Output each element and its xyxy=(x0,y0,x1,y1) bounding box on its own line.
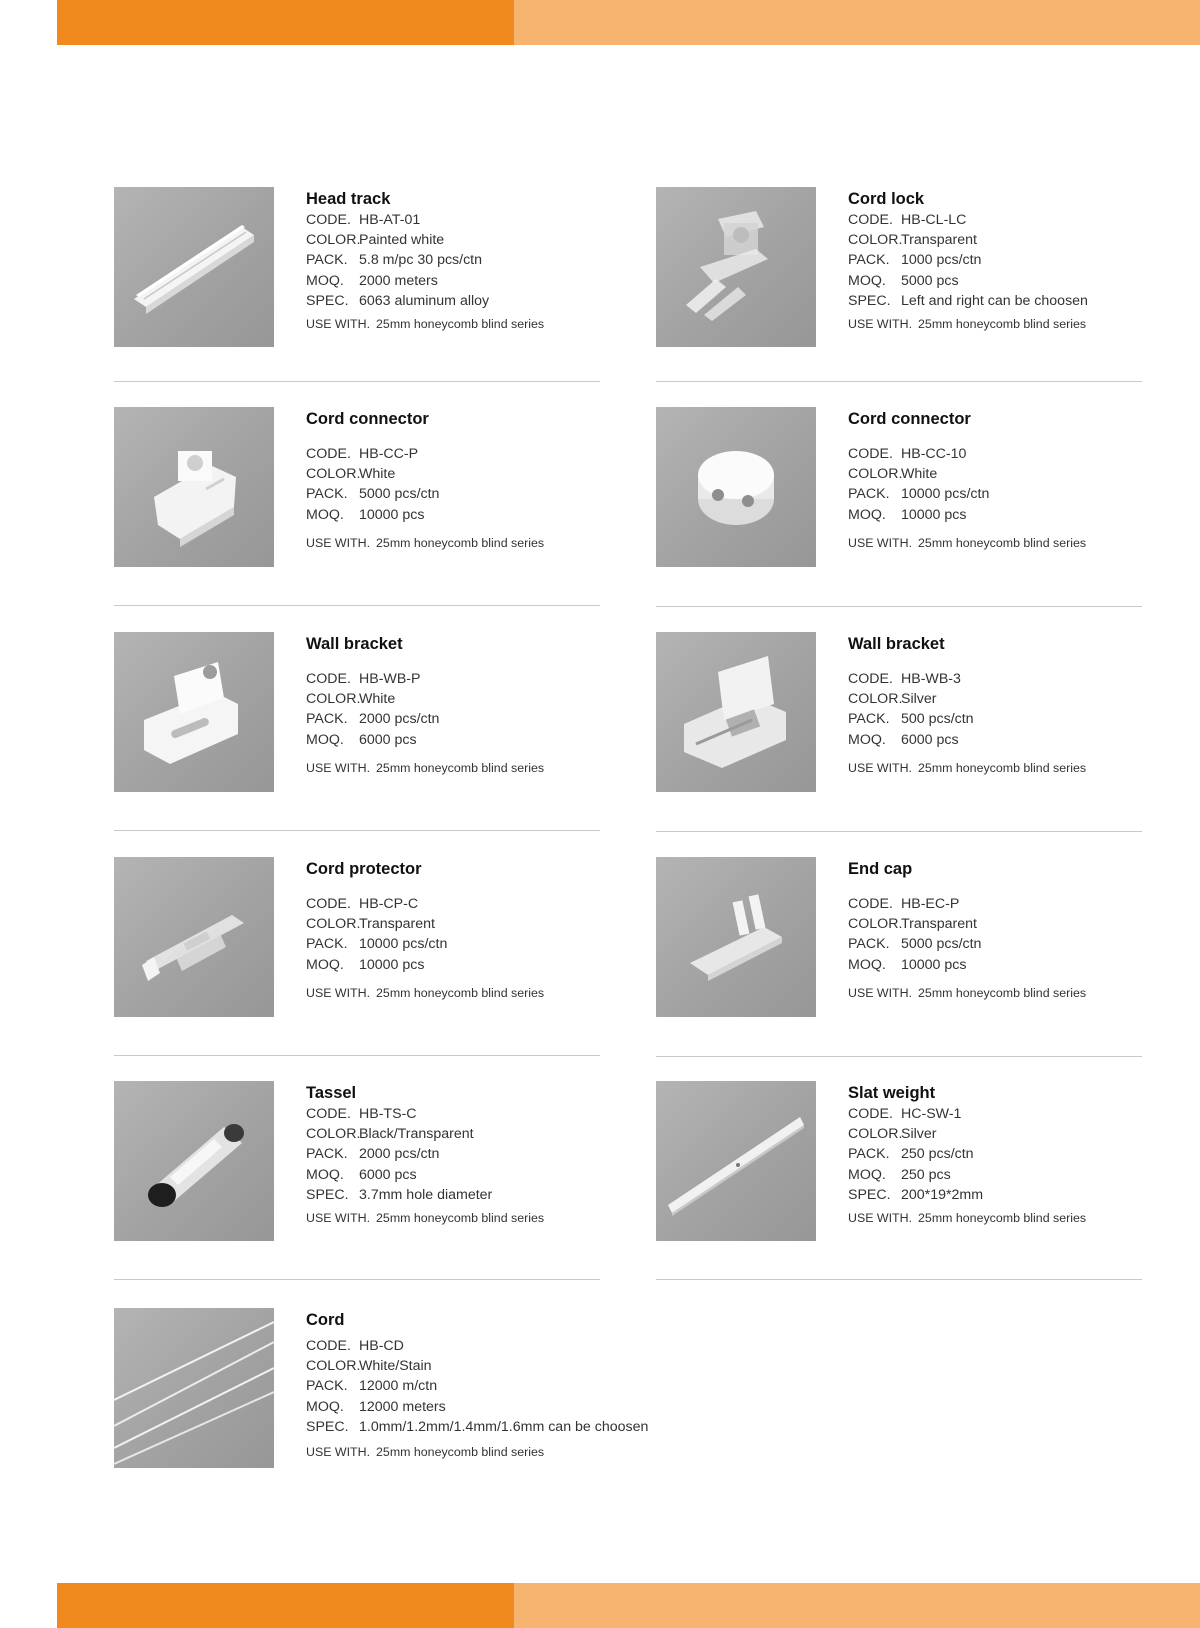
pack-row xyxy=(306,1376,806,1396)
product-slat-weight xyxy=(656,1081,1200,1251)
pack-value: 5000 pcs/ctn xyxy=(901,936,982,953)
moq-row xyxy=(848,955,1200,975)
product-title: Wall bracket xyxy=(848,635,945,653)
pack-row xyxy=(848,1144,1200,1164)
moq-value: 250 pcs xyxy=(901,1166,951,1183)
moq-value: 2000 meters xyxy=(359,272,438,289)
spec-label: SPEC. xyxy=(306,292,349,309)
pack-value: 5000 pcs/ctn xyxy=(359,486,440,503)
use-with-label: USE WITH. xyxy=(306,1210,371,1225)
use-with-value: 25mm honeycomb blind series xyxy=(918,535,1087,550)
use-with-row xyxy=(848,1209,1200,1227)
product-cord-connector-p xyxy=(114,407,674,577)
product-end-cap xyxy=(656,857,1200,1027)
pack-label: PACK. xyxy=(306,936,348,953)
color-label: COLOR. xyxy=(848,1126,903,1143)
pack-value: 5.8 m/pc 30 pcs/ctn xyxy=(359,252,483,269)
head-track-photo xyxy=(114,187,274,347)
spec-value: 3.7mm hole diameter xyxy=(359,1186,493,1203)
use-with-value: 25mm honeycomb blind series xyxy=(376,1444,545,1459)
moq-label: MOQ. xyxy=(848,731,886,748)
color-label: COLOR. xyxy=(306,466,361,483)
spec-value: 6063 aluminum alloy xyxy=(359,292,490,309)
moq-label: MOQ. xyxy=(848,272,886,289)
product-title: Head track xyxy=(306,190,391,208)
product-title: Cord protector xyxy=(306,860,422,878)
pack-label: PACK. xyxy=(306,252,348,269)
pack-value: 12000 m/ctn xyxy=(359,1378,438,1395)
moq-label: MOQ. xyxy=(306,1166,344,1183)
color-label: COLOR. xyxy=(306,691,361,708)
color-row xyxy=(848,689,1200,709)
product-cord-lock xyxy=(656,187,1200,357)
code-label: CODE. xyxy=(848,446,893,462)
product-head-track xyxy=(114,187,674,357)
use-with-label: USE WITH. xyxy=(306,535,371,550)
color-value: Silver xyxy=(901,1126,937,1143)
color-value: Transparent xyxy=(901,916,977,933)
use-with-label: USE WITH. xyxy=(306,985,371,1000)
color-label: COLOR. xyxy=(306,1126,361,1143)
use-with-label: USE WITH. xyxy=(848,1210,913,1225)
use-with-value: 25mm honeycomb blind series xyxy=(376,760,545,775)
use-with-value: 25mm honeycomb blind series xyxy=(376,985,545,1000)
code-label: CODE. xyxy=(306,671,351,687)
moq-row xyxy=(306,1397,806,1417)
color-row xyxy=(848,1124,1200,1144)
code-value: HB-TS-C xyxy=(359,1106,417,1122)
product-wall-bracket-3 xyxy=(656,632,1200,802)
slat-weight-photo xyxy=(656,1081,816,1241)
color-value: Silver xyxy=(901,691,937,708)
wall-bracket-photo xyxy=(656,632,816,792)
moq-value: 12000 meters xyxy=(359,1398,446,1415)
color-label: COLOR. xyxy=(306,232,361,249)
pack-row xyxy=(848,484,1200,504)
use-with-row xyxy=(848,534,1200,552)
code-row xyxy=(848,444,1200,464)
moq-label: MOQ. xyxy=(306,1398,344,1415)
spec-row xyxy=(306,1417,806,1437)
code-value: HB-CD xyxy=(359,1338,404,1354)
color-value: White xyxy=(359,466,396,483)
pack-value: 10000 pcs/ctn xyxy=(359,936,448,953)
code-label: CODE. xyxy=(306,212,351,228)
pack-row xyxy=(848,709,1200,729)
pack-label: PACK. xyxy=(848,936,890,953)
moq-value: 10000 pcs xyxy=(901,956,967,973)
bottom-band-dark-segment xyxy=(57,1583,514,1628)
code-value: HB-WB-3 xyxy=(901,671,961,687)
wall-bracket-photo xyxy=(114,632,274,792)
row-divider xyxy=(114,1055,600,1056)
product-title: Tassel xyxy=(306,1084,357,1102)
color-value: White/Stain xyxy=(359,1358,432,1375)
code-value: HB-CP-C xyxy=(359,896,419,912)
code-row xyxy=(848,1104,1200,1124)
code-label: CODE. xyxy=(306,896,351,912)
code-label: CODE. xyxy=(306,1106,351,1122)
spec-label: SPEC. xyxy=(848,292,891,309)
moq-label: MOQ. xyxy=(848,956,886,973)
moq-value: 10000 pcs xyxy=(359,956,425,973)
use-with-row xyxy=(848,759,1200,777)
top-band-dark-segment xyxy=(57,0,514,45)
cord-protector-photo xyxy=(114,857,274,1017)
spec-row xyxy=(848,291,1200,311)
pack-label: PACK. xyxy=(306,486,348,503)
color-value: White xyxy=(359,691,396,708)
code-value: HB-WB-P xyxy=(359,671,421,687)
use-with-label: USE WITH. xyxy=(306,316,371,331)
row-divider xyxy=(656,381,1142,382)
end-cap-photo xyxy=(656,857,816,1017)
use-with-label: USE WITH. xyxy=(848,535,913,550)
use-with-value: 25mm honeycomb blind series xyxy=(918,760,1087,775)
top-band-light-segment xyxy=(514,0,1200,45)
pack-value: 2000 pcs/ctn xyxy=(359,1146,440,1163)
use-with-value: 25mm honeycomb blind series xyxy=(376,316,545,331)
moq-value: 6000 pcs xyxy=(359,731,417,748)
moq-row xyxy=(848,505,1200,525)
color-row xyxy=(848,914,1200,934)
product-title: Wall bracket xyxy=(306,635,403,653)
code-value: HC-SW-1 xyxy=(901,1106,962,1122)
use-with-value: 25mm honeycomb blind series xyxy=(376,1210,545,1225)
code-label: CODE. xyxy=(306,1338,351,1354)
color-value: Painted white xyxy=(359,232,445,249)
code-value: HB-CC-10 xyxy=(901,446,967,462)
cord-lock-photo xyxy=(656,187,816,347)
row-divider xyxy=(114,1279,600,1280)
product-title: Cord connector xyxy=(848,410,971,428)
bottom-band-light-segment xyxy=(514,1583,1200,1628)
moq-row xyxy=(848,730,1200,750)
use-with-row xyxy=(848,315,1200,333)
use-with-value: 25mm honeycomb blind series xyxy=(918,316,1087,331)
moq-label: MOQ. xyxy=(848,1166,886,1183)
pack-label: PACK. xyxy=(848,1146,890,1163)
spec-label: SPEC. xyxy=(306,1418,349,1435)
spec-value: 1.0mm/1.2mm/1.4mm/1.6mm can be choosen xyxy=(359,1418,649,1435)
row-divider xyxy=(114,830,600,831)
color-value: Black/Transparent xyxy=(359,1126,474,1143)
tassel-photo xyxy=(114,1081,274,1241)
spec-label: SPEC. xyxy=(848,1186,891,1203)
moq-value: 6000 pcs xyxy=(901,731,959,748)
moq-value: 5000 pcs xyxy=(901,272,959,289)
color-row xyxy=(848,464,1200,484)
product-wall-bracket-p xyxy=(114,632,674,802)
use-with-label: USE WITH. xyxy=(848,985,913,1000)
color-label: COLOR. xyxy=(306,916,361,933)
code-label: CODE. xyxy=(848,671,893,687)
pack-value: 500 pcs/ctn xyxy=(901,711,974,728)
cord-connector-photo xyxy=(114,407,274,567)
spec-row xyxy=(848,1185,1200,1205)
row-divider xyxy=(656,831,1142,832)
color-row xyxy=(848,230,1200,250)
color-value: Transparent xyxy=(359,916,435,933)
row-divider xyxy=(114,605,600,606)
use-with-label: USE WITH. xyxy=(306,760,371,775)
product-cord xyxy=(114,1308,814,1478)
color-label: COLOR. xyxy=(306,1358,361,1375)
top-color-band xyxy=(57,0,1200,45)
moq-label: MOQ. xyxy=(306,506,344,523)
cord-connector-photo xyxy=(656,407,816,567)
code-value: HB-EC-P xyxy=(901,896,960,912)
color-label: COLOR. xyxy=(848,916,903,933)
product-title: Slat weight xyxy=(848,1084,936,1102)
color-row xyxy=(306,1356,806,1376)
color-label: COLOR. xyxy=(848,232,903,249)
product-title: Cord lock xyxy=(848,190,925,208)
product-tassel xyxy=(114,1081,674,1251)
bottom-color-band xyxy=(57,1583,1200,1628)
pack-label: PACK. xyxy=(848,711,890,728)
use-with-value: 25mm honeycomb blind series xyxy=(918,985,1087,1000)
use-with-value: 25mm honeycomb blind series xyxy=(918,1210,1087,1225)
moq-value: 10000 pcs xyxy=(359,506,425,523)
moq-label: MOQ. xyxy=(306,731,344,748)
use-with-row xyxy=(848,984,1200,1002)
cord-photo xyxy=(114,1308,274,1468)
code-value: HB-CL-LC xyxy=(901,212,967,228)
code-row xyxy=(848,669,1200,689)
code-value: HB-CC-P xyxy=(359,446,419,462)
pack-label: PACK. xyxy=(306,1146,348,1163)
product-cord-connector-10 xyxy=(656,407,1200,577)
color-value: Transparent xyxy=(901,232,977,249)
spec-label: SPEC. xyxy=(306,1186,349,1203)
pack-row xyxy=(848,250,1200,270)
spec-value: Left and right can be choosen xyxy=(901,292,1088,309)
code-label: CODE. xyxy=(848,896,893,912)
moq-value: 6000 pcs xyxy=(359,1166,417,1183)
product-title: Cord connector xyxy=(306,410,429,428)
row-divider xyxy=(656,1056,1142,1057)
code-row xyxy=(848,210,1200,230)
pack-label: PACK. xyxy=(306,1378,348,1395)
color-value: White xyxy=(901,466,938,483)
code-label: CODE. xyxy=(848,1106,893,1122)
moq-label: MOQ. xyxy=(848,506,886,523)
moq-row xyxy=(848,271,1200,291)
use-with-value: 25mm honeycomb blind series xyxy=(376,535,545,550)
product-cord-protector xyxy=(114,857,674,1027)
product-title: Cord xyxy=(306,1311,345,1329)
spec-value: 200*19*2mm xyxy=(901,1186,984,1203)
pack-label: PACK. xyxy=(848,252,890,269)
pack-label: PACK. xyxy=(848,486,890,503)
code-row xyxy=(306,1336,806,1356)
code-label: CODE. xyxy=(848,212,893,228)
product-title: End cap xyxy=(848,860,913,878)
row-divider xyxy=(114,381,600,382)
code-value: HB-AT-01 xyxy=(359,212,421,228)
use-with-row xyxy=(306,1443,806,1461)
color-label: COLOR. xyxy=(848,466,903,483)
row-divider xyxy=(656,606,1142,607)
use-with-label: USE WITH. xyxy=(306,1444,371,1459)
pack-value: 250 pcs/ctn xyxy=(901,1146,974,1163)
moq-label: MOQ. xyxy=(306,272,344,289)
pack-value: 10000 pcs/ctn xyxy=(901,486,990,503)
pack-row xyxy=(848,934,1200,954)
pack-value: 2000 pcs/ctn xyxy=(359,711,440,728)
moq-row xyxy=(848,1165,1200,1185)
pack-label: PACK. xyxy=(306,711,348,728)
pack-value: 1000 pcs/ctn xyxy=(901,252,982,269)
color-label: COLOR. xyxy=(848,691,903,708)
moq-value: 10000 pcs xyxy=(901,506,967,523)
use-with-label: USE WITH. xyxy=(848,760,913,775)
row-divider xyxy=(656,1279,1142,1280)
use-with-label: USE WITH. xyxy=(848,316,913,331)
moq-label: MOQ. xyxy=(306,956,344,973)
code-row xyxy=(848,894,1200,914)
code-label: CODE. xyxy=(306,446,351,462)
